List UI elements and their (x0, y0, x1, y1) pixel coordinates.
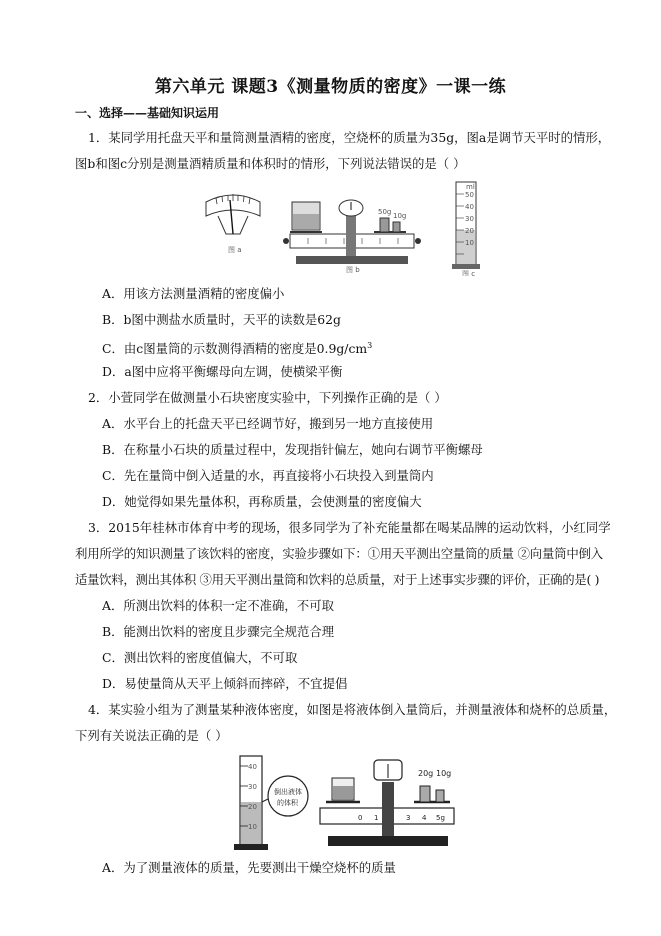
q4-fig-cylinder (234, 756, 268, 850)
svg-text:5g: 5g (436, 814, 445, 822)
svg-text:倒出液体: 倒出液体 (274, 788, 302, 796)
svg-text:ml: ml (466, 183, 475, 191)
svg-text:10: 10 (465, 239, 474, 247)
q4-stem-line1: 4．某实验小组为了测量某种液体密度，如图是将液体倒入量筒后，并测量液体和烧杯的总质量， (88, 702, 617, 717)
q2-stem: 2．小萱同学在做测量小石块密度实验中，下列操作正确的是（ ） (88, 390, 447, 405)
q1-fig-b (283, 200, 421, 274)
q3-stem-line1: 3．2015年桂林市体育中考的现场，很多同学为了补充能量都在喝某品牌的运动饮料，小红同学 (88, 520, 611, 535)
svg-text:40: 40 (465, 203, 474, 211)
q4-fig-balance (320, 760, 454, 846)
svg-text:10: 10 (248, 823, 257, 831)
q4-stem-line2: 下列有关说法正确的是（ ） (75, 728, 228, 743)
q1-fig-a (206, 194, 260, 254)
q4-fig-speech-bubble (262, 776, 308, 816)
svg-text:图 b: 图 b (346, 266, 360, 274)
svg-text:10g: 10g (436, 769, 452, 778)
svg-text:30: 30 (248, 783, 257, 791)
q4-figure (232, 752, 462, 852)
svg-text:1: 1 (374, 814, 379, 822)
q1-stem-line2: 图b和图c分别是测量酒精质量和体积时的情形，下列说法错误的是（ ） (75, 156, 466, 171)
q1-option-d: D．a图中应将平衡螺母向左调，使横梁平衡 (102, 364, 343, 379)
svg-text:50: 50 (465, 191, 474, 199)
q4-option-a: A．为了测量液体的质量，先要测出干燥空烧杯的质量 (102, 860, 396, 875)
svg-text:的体积: 的体积 (277, 799, 298, 807)
q3-option-d: D．易使量筒从天平上倾斜而摔碎，不宜提倡 (102, 676, 348, 691)
svg-text:图 a: 图 a (228, 246, 242, 254)
q3-option-c: C．测出饮料的密度值偏大，不可取 (102, 650, 298, 665)
q3-stem-line2: 利用所学的知识测量了该饮料的密度，实验步骤如下：①用天平测出空量筒的质量 ②向量筒中倒入 (75, 546, 603, 561)
svg-text:10g: 10g (393, 212, 407, 220)
q2-option-c: C．先在量筒中倒入适量的水，再直接将小石块投入到量筒内 (102, 468, 434, 483)
q2-option-d: D．她觉得如果先量体积，再称质量，会使测量的密度偏大 (102, 494, 422, 509)
page-title: 第六单元 课题3《测量物质的密度》一课一练 (154, 77, 507, 97)
q1-figure (200, 180, 490, 276)
q3-stem-line3: 适量饮料，测出其体积 ③用天平测出量筒和饮料的总质量，对于上述事实步骤的评价，正确的是( ) (75, 572, 600, 587)
svg-text:20g: 20g (418, 769, 434, 778)
q2-option-b: B．在称量小石块的质量过程中，发现指针偏左，她向右调节平衡螺母 (102, 442, 483, 457)
q3-option-a: A．所测出饮料的体积一定不准确，不可取 (102, 598, 334, 613)
q1-option-c: C．由c图量筒的示数测得酒精的密度是$0.9g/cm^3$ (102, 341, 373, 357)
svg-text:0: 0 (358, 814, 363, 822)
q1-option-a: A．用该方法测量酒精的密度偏小 (102, 286, 285, 301)
q1-option-b: B．b图中测盐水质量时，天平的读数是62g (102, 312, 341, 327)
svg-text:30: 30 (465, 215, 474, 223)
q2-option-a: A．水平台上的托盘天平已经调节好，搬到另一地方直接使用 (102, 416, 434, 431)
svg-text:4: 4 (422, 814, 427, 822)
svg-text:20: 20 (465, 227, 474, 235)
q1-stem-line1: 1．某同学用托盘天平和量筒测量酒精的密度，空烧杯的质量为35g，图a是调节天平时的情形， (88, 130, 611, 145)
q1-fig-c (452, 182, 480, 276)
svg-text:40: 40 (248, 763, 257, 771)
svg-text:图 c: 图 c (462, 270, 476, 276)
q3-option-b: B．能测出饮料的密度且步骤完全规范合理 (102, 624, 335, 639)
svg-text:20: 20 (248, 803, 257, 811)
svg-text:50g: 50g (378, 208, 392, 216)
section-heading: 一、选择——基础知识运用 (75, 106, 220, 120)
svg-text:3: 3 (406, 814, 411, 822)
